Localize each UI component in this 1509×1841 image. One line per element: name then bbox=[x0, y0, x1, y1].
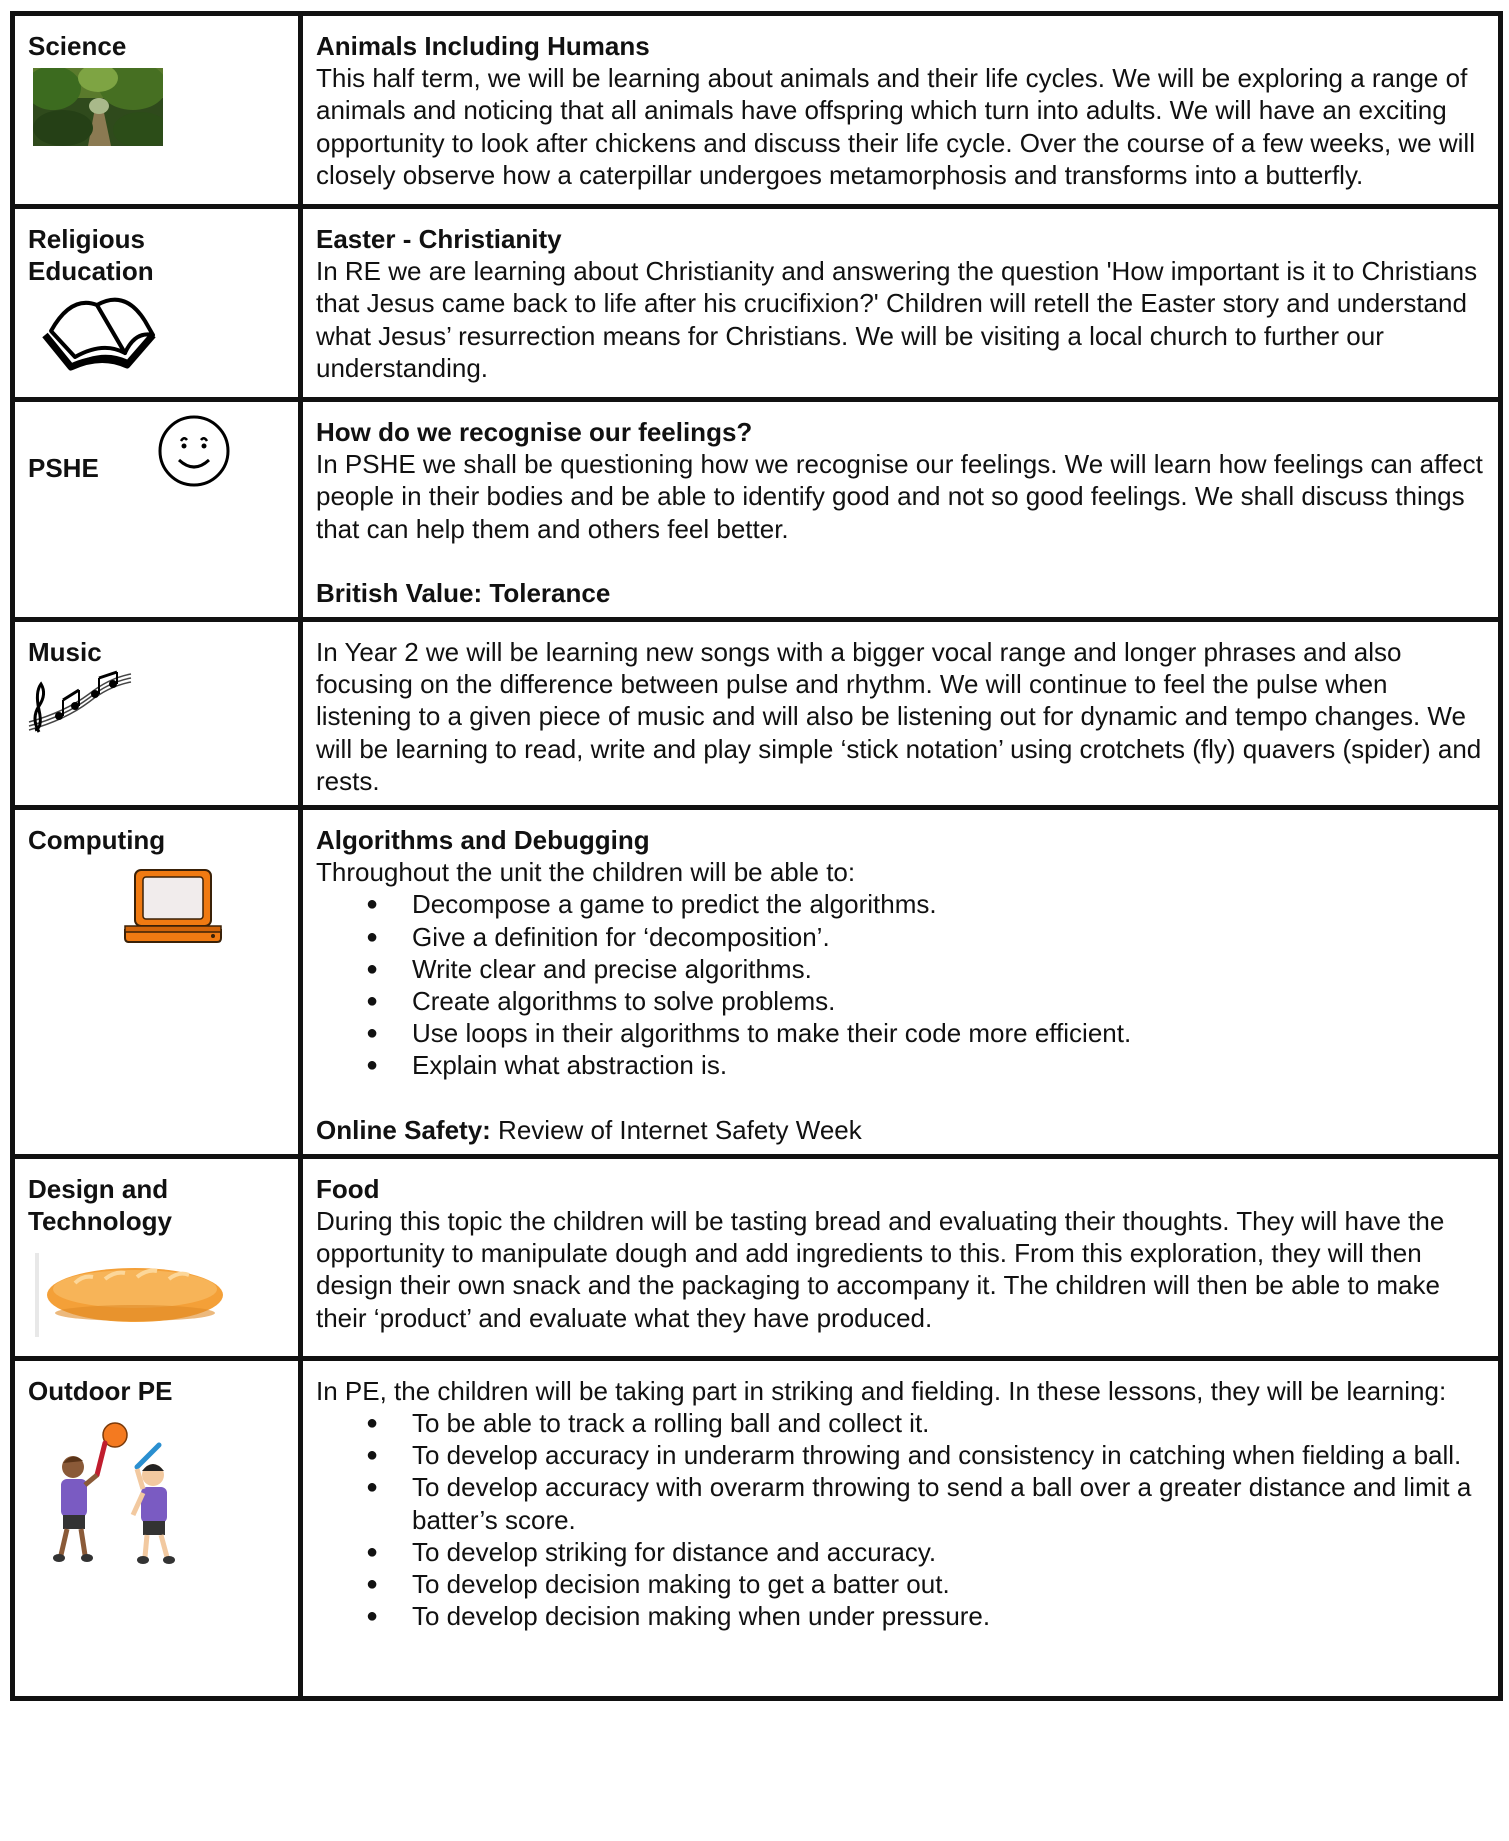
subject-cell bbox=[13, 620, 301, 808]
bullet-list bbox=[316, 1407, 1486, 1632]
subject-cell bbox=[13, 1358, 301, 1698]
list-item: ● Decompose a game to predict the algorithms. bbox=[412, 888, 1486, 920]
laptop-icon bbox=[123, 866, 223, 951]
list-item: ● Write clear and precise algorithms. bbox=[412, 953, 1486, 985]
bullet-list bbox=[316, 888, 1486, 1081]
content-cell bbox=[301, 620, 1501, 808]
online-safety bbox=[316, 1114, 1486, 1146]
description: In Year 2 we will be learning new songs with a bigger vocal range and longer phrases and also focusing on the difference between pulse and rhythm. We will continue to feel the pulse when listening to a given piece of music and will also be listening out for dynamic and tempo changes. We will be learning to read, write and play simple ‘stick notation’ using crotchets (fly) quavers (spider) and rests. bbox=[316, 637, 1482, 796]
subject-name: Music bbox=[28, 637, 102, 668]
content-cell bbox=[301, 400, 1501, 620]
subject-name: Outdoor PE bbox=[28, 1375, 173, 1406]
topic-title: How do we recognise our feelings? bbox=[316, 417, 753, 447]
subject-name-line: Design and bbox=[28, 1173, 169, 1204]
subject-name bbox=[28, 1173, 286, 1237]
subject-cell bbox=[13, 1156, 301, 1358]
topic-title: Food bbox=[316, 1173, 380, 1204]
subject-name: PSHE bbox=[28, 453, 99, 483]
subject-name-line: Technology bbox=[28, 1205, 172, 1236]
table-row bbox=[13, 400, 1501, 620]
subject-name: Computing bbox=[28, 825, 166, 856]
subject-cell bbox=[13, 14, 301, 207]
subject-cell bbox=[13, 400, 301, 620]
content-cell bbox=[301, 207, 1501, 400]
online-safety-text: Review of Internet Safety Week bbox=[490, 1114, 862, 1145]
topic-title: Easter - Christianity bbox=[316, 224, 562, 254]
subject-name-line: Religious bbox=[28, 224, 146, 254]
topic-title: Algorithms and Debugging bbox=[316, 825, 650, 856]
subject-name: Science bbox=[28, 31, 127, 61]
open-book-icon bbox=[41, 291, 159, 378]
list-item: ● Give a definition for ‘decomposition’. bbox=[412, 921, 1486, 953]
description: During this topic the children will be tasting bread and evaluating their thoughts. They will have the opportunity to manipulate dough and add ingredients to this. From this exploration, they will then design their own snack and the packaging to accompany it. The children will then be able to make their ‘product’ and evaluate what they have produced. bbox=[316, 1206, 1445, 1333]
description: In RE we are learning about Christianity and answering the question 'How important is it to Christians that Jesus came back to life after his crucifixion?' Children will retell the Easter story and understand what Jesus’ resurrection means for Christians. We will be visiting a local church to further our understanding. bbox=[316, 256, 1478, 383]
table-row bbox=[13, 14, 1501, 207]
list-item: ● To develop accuracy with overarm throwing to send a ball over a greater distance and limit a batter’s score. bbox=[412, 1471, 1486, 1535]
content-cell bbox=[301, 1358, 1501, 1698]
topic-title: Animals Including Humans bbox=[316, 31, 650, 61]
content-cell bbox=[301, 808, 1501, 1157]
table-row bbox=[13, 808, 1501, 1157]
subject-cell bbox=[13, 808, 301, 1157]
list-item: ● To be able to track a rolling ball and collect it. bbox=[412, 1407, 1486, 1439]
list-item: ● Create algorithms to solve problems. bbox=[412, 985, 1486, 1017]
curriculum-table bbox=[10, 11, 1503, 1701]
list-item: ● To develop striking for distance and accuracy. bbox=[412, 1536, 1486, 1568]
list-item: ● Explain what abstraction is. bbox=[412, 1049, 1486, 1081]
smiley-face-icon bbox=[157, 414, 231, 493]
online-safety-label: Online Safety: bbox=[316, 1114, 491, 1145]
description: This half term, we will be learning about animals and their life cycles. We will be exploring a range of animals and noticing that all animals have offspring which turn into adults. We will have an exciting opportunity to look after chickens and discuss their life cycle. Over the course of a few weeks, we will closely observe how a caterpillar undergoes metamorphosis and transforms into a butterfly. bbox=[316, 63, 1475, 190]
table-row bbox=[13, 620, 1501, 808]
bread-loaf-icon bbox=[35, 1253, 231, 1344]
subject-name bbox=[28, 223, 286, 287]
table-row bbox=[13, 207, 1501, 400]
music-notes-icon bbox=[25, 670, 135, 741]
list-item: ● To develop accuracy in underarm throwing and consistency in catching when fielding a ball. bbox=[412, 1439, 1486, 1471]
curriculum-sheet bbox=[10, 11, 1503, 1841]
jungle-photo bbox=[33, 68, 163, 151]
content-cell bbox=[301, 1156, 1501, 1358]
description: In PSHE we shall be questioning how we recognise our feelings. We will learn how feelings can affect people in their bodies and be able to identify good and not so good feelings. We shall discuss things that can help them and others feel better. bbox=[316, 449, 1483, 544]
intro-text: In PE, the children will be taking part in striking and fielding. In these lessons, they will be learning: bbox=[316, 1375, 1447, 1406]
intro-text: Throughout the unit the children will be able to: bbox=[316, 857, 856, 888]
subject-cell bbox=[13, 207, 301, 400]
list-item: ● Use loops in their algorithms to make their code more efficient. bbox=[412, 1017, 1486, 1049]
list-item: ● To develop decision making to get a batter out. bbox=[412, 1568, 1486, 1600]
british-value: British Value: Tolerance bbox=[316, 577, 611, 608]
table-row bbox=[13, 1156, 1501, 1358]
children-playing-icon bbox=[39, 1419, 189, 1574]
content-cell bbox=[301, 14, 1501, 207]
subject-name-line: Education bbox=[28, 256, 154, 286]
list-item: ● To develop decision making when under pressure. bbox=[412, 1600, 1486, 1632]
table-row bbox=[13, 1358, 1501, 1698]
